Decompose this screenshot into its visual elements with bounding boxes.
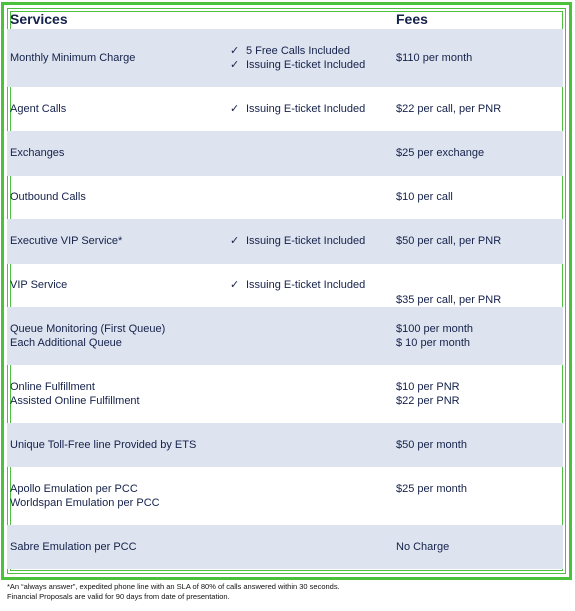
table-row (7, 131, 563, 176)
fee-value (396, 496, 560, 511)
service-name: Assisted Online Fulfillment (10, 395, 140, 407)
service-name: Each Additional Queue (10, 337, 122, 349)
service-name: Agent Calls (10, 102, 67, 115)
fee-cell (393, 87, 563, 131)
fee-value: $35 per call, per PNR (396, 293, 502, 306)
fee-value: $22 per call, per PNR (396, 102, 502, 115)
fee-value: $25 per exchange (396, 147, 485, 160)
includes-cell (227, 525, 393, 569)
includes-cell (227, 467, 393, 525)
service-name: Executive VIP Service* (10, 235, 123, 248)
checkmark-icon: ✓ (230, 235, 240, 248)
fee-value: $ 10 per month (396, 337, 470, 349)
fee-cell (393, 219, 563, 264)
fee-value: $25 per month (396, 482, 467, 495)
includes-cell (227, 87, 393, 131)
fee-value: $10 per call (396, 191, 453, 204)
table-row (7, 423, 563, 467)
service-cell (7, 423, 227, 467)
includes-header (227, 9, 393, 29)
service-name: Sabre Emulation per PCC (10, 540, 137, 553)
checkmark-icon: ✓ (230, 59, 240, 71)
fee-cell (393, 307, 563, 365)
includes-cell (227, 264, 393, 307)
service-name: Online Fulfillment (10, 380, 95, 393)
service-cell (7, 87, 227, 131)
service-name: Queue Monitoring (First Queue) (10, 322, 166, 335)
fee-cell (393, 365, 563, 423)
included-item (230, 102, 390, 117)
fee-cell (393, 176, 563, 219)
fees-header: Fees (396, 11, 428, 27)
checkmark-icon: ✓ (230, 102, 240, 115)
fee-value: $22 per PNR (396, 395, 460, 407)
included-item (230, 58, 390, 73)
fee-cell (393, 525, 563, 569)
fee-value: $110 per month (396, 51, 473, 64)
fee-value: $50 per month (396, 438, 467, 451)
included-item-label: Issuing E-ticket Included (246, 279, 366, 292)
fee-value: $50 per call, per PNR (396, 235, 502, 248)
service-name: Unique Toll-Free line Provided by ETS (10, 438, 197, 451)
table-row (7, 365, 563, 423)
checkmark-icon: ✓ (230, 44, 240, 57)
fee-cell (393, 131, 563, 176)
included-item (230, 278, 390, 293)
service-cell (7, 131, 227, 176)
table-row (7, 264, 563, 307)
fee-cell (393, 467, 563, 525)
checkmark-icon: ✓ (230, 279, 240, 292)
service-cell (7, 264, 227, 307)
included-item-label: Issuing E-ticket Included (246, 102, 366, 115)
service-cell (7, 219, 227, 264)
footnotes (7, 582, 340, 602)
included-item (230, 44, 390, 59)
service-name: VIP Service (10, 279, 68, 292)
service-cell (7, 525, 227, 569)
service-cell (7, 467, 227, 525)
included-item-label: 5 Free Calls Included (246, 44, 350, 57)
includes-cell (227, 219, 393, 264)
table-row (7, 87, 563, 131)
service-cell (7, 365, 227, 423)
table-header-row (7, 9, 563, 29)
footnote-sla: *An “always answer”, expedited phone line with an SLA of 80% of calls answered within 30 seconds. (7, 582, 340, 591)
includes-cell (227, 29, 393, 87)
includes-cell (227, 131, 393, 176)
table-row (7, 176, 563, 219)
fee-value: No Charge (396, 540, 450, 553)
services-header: Services (10, 11, 68, 27)
service-name: Exchanges (10, 147, 65, 160)
service-cell (7, 29, 227, 87)
included-item-label: Issuing E-ticket Included (246, 235, 366, 248)
table-body (7, 29, 563, 569)
table-row (7, 307, 563, 365)
includes-cell (227, 176, 393, 219)
table-row (7, 29, 563, 87)
service-name: Apollo Emulation per PCC (10, 482, 138, 495)
fee-value (396, 278, 560, 293)
fee-cell (393, 423, 563, 467)
service-cell (7, 307, 227, 365)
service-cell (7, 176, 227, 219)
includes-cell (227, 365, 393, 423)
services-fees-table (7, 9, 563, 569)
included-item-label: Issuing E-ticket Included (246, 59, 366, 71)
includes-cell (227, 423, 393, 467)
table-row (7, 219, 563, 264)
service-name: Monthly Minimum Charge (10, 51, 136, 64)
service-name: Worldspan Emulation per PCC (10, 497, 160, 509)
footnote-validity: Financial Proposals are valid for 90 days from date of presentation. (7, 592, 230, 601)
fee-value: $10 per PNR (396, 380, 460, 393)
fee-value: $100 per month (396, 322, 474, 335)
table-row (7, 467, 563, 525)
table-row (7, 525, 563, 569)
includes-cell (227, 307, 393, 365)
fee-cell (393, 29, 563, 87)
service-name: Outbound Calls (10, 191, 86, 204)
included-item (230, 234, 390, 249)
fee-cell (393, 264, 563, 307)
